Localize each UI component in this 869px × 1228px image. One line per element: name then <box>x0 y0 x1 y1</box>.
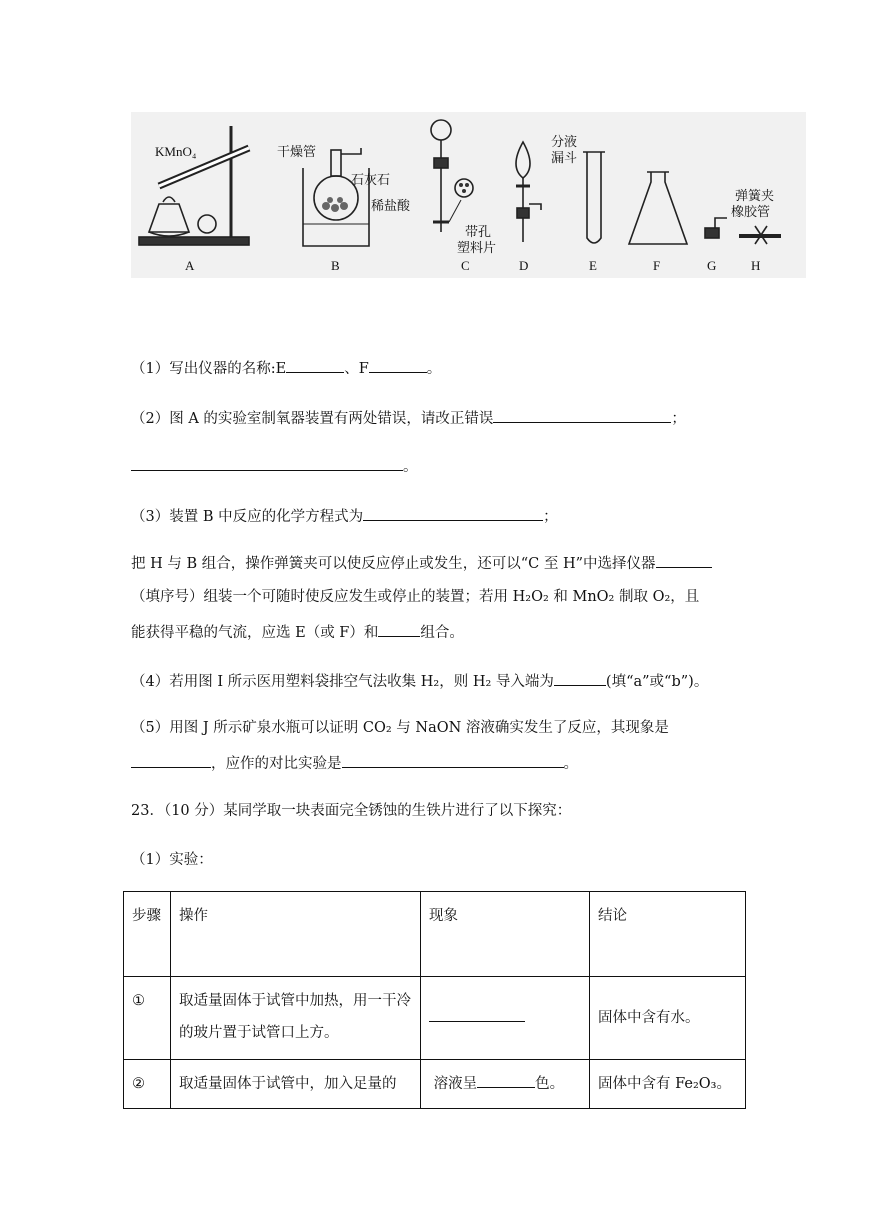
q2-end-1: ； <box>671 411 686 427</box>
table-header-row <box>124 892 746 977</box>
q1-blank-e[interactable] <box>286 357 344 373</box>
letter-e: E <box>589 258 597 273</box>
question-1 <box>131 357 441 379</box>
letter-b: B <box>331 258 340 273</box>
question-5 <box>131 718 669 738</box>
q5-line-2b: 。 <box>563 756 578 772</box>
header-phenomenon: 现象 <box>421 892 590 977</box>
q4-end: (填“a”或“b”)。 <box>605 674 709 690</box>
q1-text: （1）写出仪器的名称:E <box>131 361 287 377</box>
q2-blank-2[interactable] <box>131 455 403 471</box>
label-sep-funnel-1: 分液 <box>551 134 578 149</box>
apparatus-e <box>583 152 605 243</box>
apparatus-g <box>705 218 727 238</box>
apparatus-f <box>629 172 687 244</box>
q5-blank-phenomenon[interactable] <box>131 752 211 768</box>
letter-f: F <box>653 258 661 273</box>
q5-line-2a: ，应作的对比实验是 <box>211 756 342 772</box>
label-drying-tube: 干燥管 <box>277 144 317 159</box>
apparatus-figure <box>131 112 806 278</box>
apparatus-b <box>303 148 369 246</box>
label-dilute-hcl: 稀盐酸 <box>371 198 411 213</box>
q3-text: （3）装置 B 中反应的化学方程式为 <box>131 509 364 525</box>
q3-line-4a: 能获得平稳的气流，应选 E（或 F）和 <box>131 625 379 641</box>
experiment-table <box>123 891 746 1109</box>
q5-blank-control[interactable] <box>342 752 564 768</box>
row-1-phenomenon <box>421 977 590 1060</box>
letter-d: D <box>519 258 529 273</box>
question-3-line-4 <box>131 621 464 643</box>
row-1-step: ① <box>124 977 171 1060</box>
q3-line-4b: 组合。 <box>420 625 464 641</box>
question-4 <box>131 670 708 692</box>
q5-text: （5）用图 J 所示矿泉水瓶可以证明 CO₂ 与 NaON 溶液确实发生了反应，其现象是 <box>131 720 669 736</box>
label-plate-2: 塑料片 <box>457 240 497 255</box>
row-2-color-blank[interactable] <box>477 1072 535 1088</box>
q23-text: 23．（10 分）某同学取一块表面完全锈蚀的生铁片进行了以下探究： <box>131 803 572 819</box>
q3-end: ； <box>543 509 558 525</box>
q4-text: （4）若用图 I 所示医用塑料袋排空气法收集 H₂，则 H₂ 导入端为 <box>131 674 554 690</box>
label-kmno4: KMnO₄ <box>155 144 197 159</box>
q3-line-3: （填序号）组装一个可随时使反应发生或停止的装置；若用 H₂O₂ 和 MnO₂ 制取 O₂，且 <box>131 589 700 605</box>
row-2-operation: 取适量固体于试管中，加入足量的 <box>171 1060 421 1109</box>
q1-blank-f[interactable] <box>369 357 427 373</box>
q2-blank-1[interactable] <box>493 407 671 423</box>
row-2-step: ② <box>124 1060 171 1109</box>
letter-g: G <box>707 258 717 273</box>
table-row <box>124 1060 746 1109</box>
header-conclusion: 结论 <box>590 892 746 977</box>
apparatus-c <box>431 120 473 232</box>
q1-end: 。 <box>426 361 442 377</box>
q3-blank-equation[interactable] <box>363 505 543 521</box>
q23-1-text: （1）实验： <box>131 852 213 868</box>
question-2 <box>131 407 686 429</box>
row-1-phenomenon-blank[interactable] <box>429 1006 525 1022</box>
q4-blank-inlet[interactable] <box>554 670 606 686</box>
label-plate-1: 带孔 <box>465 224 492 239</box>
label-limestone: 石灰石 <box>351 172 391 187</box>
q2-text: （2）图 A 的实验室制氧器装置有两处错误，请改正错误 <box>131 411 494 427</box>
label-sep-funnel-2: 漏斗 <box>551 150 578 165</box>
header-operation: 操作 <box>171 892 421 977</box>
q3-line-2: 把 H 与 B 组合，操作弹簧夹可以使反应停止或发生，还可以“C 至 H”中选择仪器 <box>131 556 656 572</box>
question-23 <box>131 801 571 821</box>
row-2-phenomenon-a: 溶液呈 <box>433 1076 478 1092</box>
label-spring-clip: 弹簧夹 <box>735 188 775 203</box>
row-2-conclusion: 固体中含有 Fe₂O₃。 <box>590 1060 746 1109</box>
table-row <box>124 977 746 1060</box>
label-rubber-tube: 橡胶管 <box>731 204 771 219</box>
q3-blank-instrument[interactable] <box>656 552 712 568</box>
q2-end-2: 。 <box>403 459 418 475</box>
apparatus-d <box>516 142 541 242</box>
question-5-line-2 <box>131 752 578 774</box>
row-2-phenomenon-b: 色。 <box>535 1076 565 1092</box>
apparatus-drawing <box>131 112 806 278</box>
question-2-line-2 <box>131 455 418 477</box>
apparatus-h <box>739 226 781 244</box>
row-1-conclusion: 固体中含有水。 <box>590 977 746 1060</box>
letter-c: C <box>461 258 470 273</box>
question-3 <box>131 505 558 527</box>
question-3-line-2 <box>131 552 712 574</box>
question-23-1 <box>131 850 213 870</box>
question-3-line-3 <box>131 587 699 607</box>
q1-sep: 、F <box>344 361 369 377</box>
q3-blank-combine[interactable] <box>378 621 420 637</box>
header-step: 步骤 <box>124 892 171 977</box>
letter-a: A <box>185 258 195 273</box>
letter-h: H <box>751 258 761 273</box>
row-2-phenomenon <box>421 1060 590 1109</box>
row-1-operation: 取适量固体于试管中加热，用一干冷的玻片置于试管口上方。 <box>171 977 421 1060</box>
